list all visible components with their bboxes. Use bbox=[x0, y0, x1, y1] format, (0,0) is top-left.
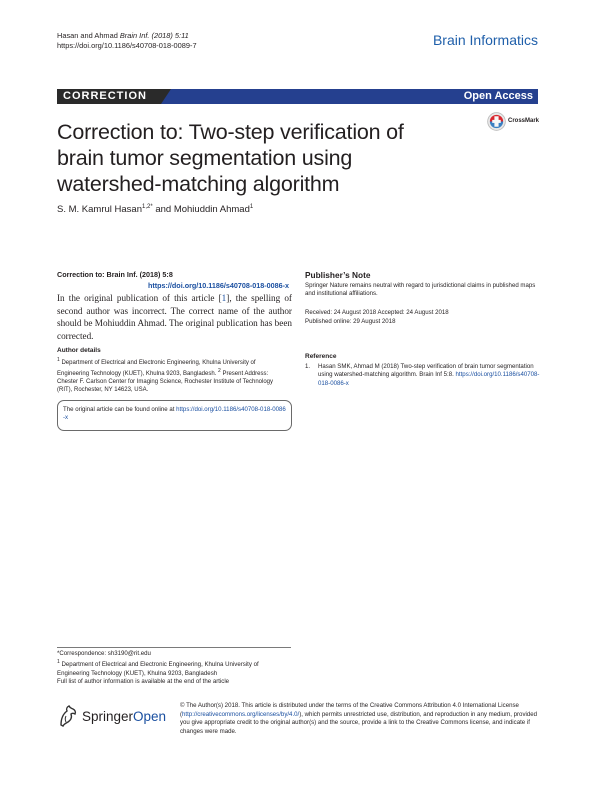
journal-name: Brain Informatics bbox=[432, 32, 538, 48]
crossmark-label: CrossMark bbox=[508, 118, 540, 124]
correspondence: *Correspondence: sh3190@rit.edu bbox=[57, 650, 151, 657]
reference-entry bbox=[318, 363, 540, 388]
crossmark-badge[interactable] bbox=[487, 111, 543, 131]
received-accepted-dates: Received: 24 August 2018 Accepted: 24 August 2018 bbox=[305, 309, 449, 316]
header-authors: Hasan and Ahmad bbox=[57, 31, 118, 40]
open-access-label: Open Access bbox=[463, 90, 533, 102]
publishers-note-text: Springer Nature remains neutral with regard to jurisdictional claims in published maps and institutional affiliations. bbox=[305, 282, 536, 298]
reference-number: 1. bbox=[305, 363, 311, 370]
publishers-note-heading: Publisher’s Note bbox=[305, 270, 371, 280]
footnote-divider bbox=[57, 647, 291, 648]
published-date: Published online: 29 August 2018 bbox=[305, 318, 396, 325]
author-details-heading: Author details bbox=[57, 347, 101, 354]
footnote-affiliation bbox=[57, 658, 287, 678]
article-type-label: CORRECTION bbox=[57, 89, 161, 104]
affil-2-marker: 2 bbox=[218, 368, 221, 375]
springer-open-text bbox=[82, 709, 166, 724]
author-separator: and bbox=[152, 204, 174, 216]
springer-word: Springer bbox=[82, 708, 134, 724]
author-2-affil: 1 bbox=[249, 204, 254, 210]
running-header bbox=[57, 31, 197, 51]
affil-2: Present Address: Chester F. Carlson Center for Imaging Science, Rochester Institute of Technology (RIT), Rochester, NY 14623, USA. bbox=[57, 371, 273, 394]
affil-1: Department of Electrical and Electronic Engineering, Khulna University of Engineering Technology (KUET), Khulna 9203, Bangladesh. bbox=[57, 360, 256, 378]
springer-open-logo bbox=[57, 703, 166, 729]
original-article-link[interactable]: https://doi.org/10.1186/s40708-018-0086-x bbox=[63, 406, 286, 422]
reference-heading: Reference bbox=[305, 353, 337, 360]
reference-text: Hasan SMK, Ahmad M (2018) Two-step verification of brain tumor segmentation using watershed-matching algorithm. Brain Inf 5:8. bbox=[318, 363, 534, 379]
author-details bbox=[57, 356, 282, 394]
correction-to: Correction to: Brain Inf. (2018) 5:8 bbox=[57, 270, 173, 279]
license-statement bbox=[180, 702, 540, 736]
original-article-text: The original article can be found online at bbox=[63, 406, 177, 413]
springer-horse-icon bbox=[57, 704, 79, 728]
license-link[interactable]: http://creativecommons.org/licenses/by/4.0/ bbox=[182, 710, 300, 718]
body-text-a: In the original publication of this article [ bbox=[57, 293, 222, 303]
original-article-box bbox=[57, 400, 292, 431]
header-doi[interactable]: https://doi.org/10.1186/s40708-018-0089-7 bbox=[57, 41, 197, 50]
article-type-band bbox=[57, 89, 538, 104]
full-list-note: Full list of author information is available at the end of the article bbox=[57, 678, 230, 686]
author-1-affil: 1,2* bbox=[142, 204, 153, 210]
affil-1-marker: 1 bbox=[57, 357, 60, 363]
open-word: Open bbox=[133, 708, 167, 724]
author-1: S. M. Kamrul Hasan bbox=[57, 204, 142, 216]
footnotes bbox=[57, 650, 287, 687]
footnote-affil-marker: 1 bbox=[57, 659, 60, 666]
license-text-a: © The Author(s) 2018. This article is distributed under the terms of the Creative Commons Attribution 4.0 International License ( bbox=[180, 702, 519, 718]
correction-doi-link[interactable]: https://doi.org/10.1186/s40708-018-0086-x bbox=[147, 281, 289, 290]
body-citation-link[interactable]: 1 bbox=[221, 293, 227, 303]
crossmark-icon bbox=[487, 112, 506, 131]
header-journal-cite: Brain Inf. (2018) 5:11 bbox=[119, 31, 189, 40]
reference-link[interactable]: https://doi.org/10.1186/s40708-018-0086-x bbox=[318, 371, 540, 387]
footnote-affil-text: Department of Electrical and Electronic Engineering, Khulna University of Engineering Technology (KUET), Khulna 9203, Bangladesh bbox=[57, 661, 259, 677]
author-line bbox=[57, 204, 253, 215]
license-text-b: ), which permits unrestricted use, distribution, and reproduction in any medium, provided you give appropriate credit to the original author(s) and the source, provide a link to the Creative Commons license, and indicate if changes were made. bbox=[180, 710, 538, 735]
article-title: Correction to: Two-step verification of brain tumor segmentation using watershed-matching algorithm bbox=[57, 120, 404, 196]
author-2: Mohiuddin Ahmad bbox=[173, 204, 250, 216]
correction-body bbox=[57, 292, 292, 342]
body-text-b: ], the spelling of second author was incorrect. The correct name of the author should be Mohiuddin Ahmad. The original publication has been corrected. bbox=[57, 293, 292, 341]
